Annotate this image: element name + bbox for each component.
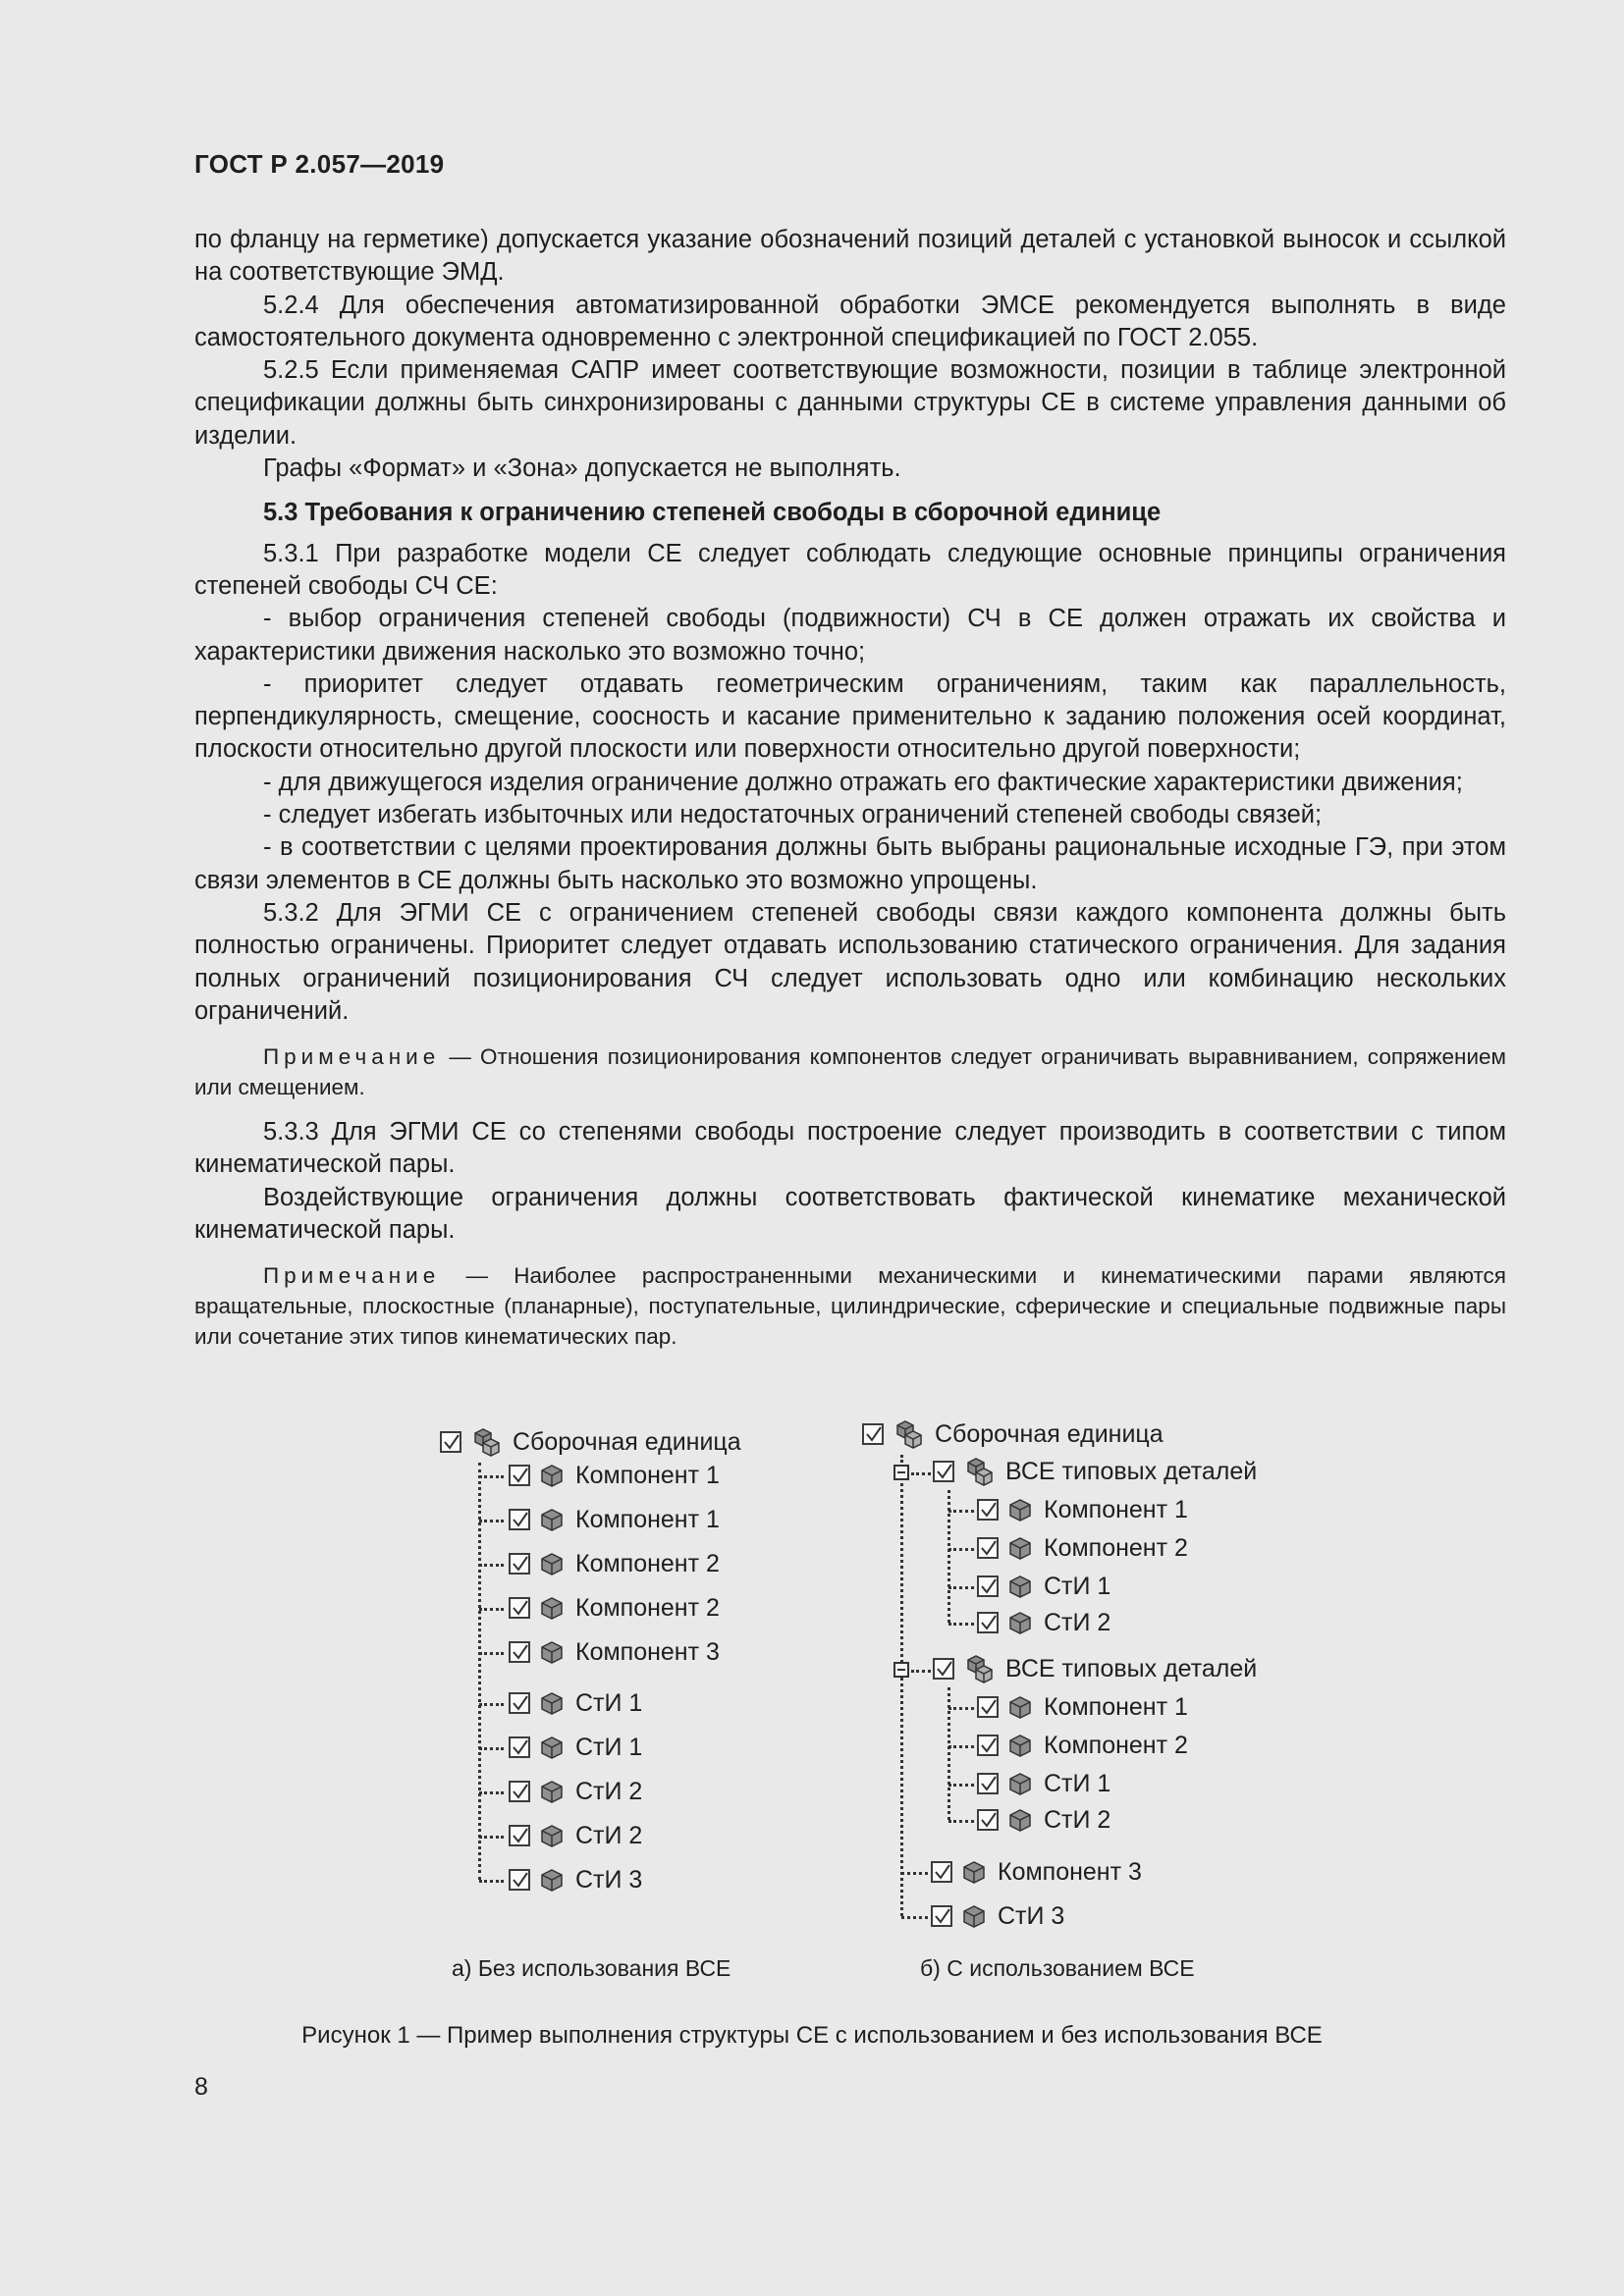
tree-connector — [479, 1791, 504, 1794]
tree-label: Компонент 1 — [575, 1505, 720, 1533]
part-icon — [538, 1689, 566, 1717]
tree-label: СтИ 3 — [998, 1901, 1065, 1930]
part-icon — [1006, 1732, 1034, 1759]
tree-connector — [948, 1784, 974, 1787]
part-icon — [538, 1778, 566, 1805]
checkbox-icon[interactable] — [509, 1641, 530, 1663]
figure-caption: Рисунок 1 — Пример выполнения структуры СЕ с использованием и без использования ВСЕ — [301, 2022, 1323, 2049]
tree-connector — [478, 1463, 481, 1880]
part-icon — [960, 1902, 988, 1930]
tree-label: СтИ 1 — [575, 1733, 643, 1761]
collapse-icon[interactable] — [893, 1465, 909, 1480]
tree-connector — [948, 1707, 974, 1710]
tree-label: ВСЕ типовых деталей — [1005, 1654, 1258, 1682]
tree-connector — [901, 1916, 928, 1919]
tree-node[interactable] — [509, 1459, 720, 1492]
checkbox-icon[interactable] — [509, 1869, 530, 1891]
part-icon — [1006, 1609, 1034, 1636]
part-icon — [538, 1462, 566, 1489]
tree-root[interactable] — [440, 1425, 741, 1459]
tree-label: СтИ 2 — [1044, 1805, 1111, 1834]
paragraph-5-3-2: 5.3.2 Для ЭГМИ СЕ с ограничением степеней свободы связи каждого компонента должны быть полностью ограничены. Приоритет следует отдавать использованию статического ограничения. Для задания полных ограничений позиционирования СЧ следует использовать одно или комбинацию нескольких ограничений. — [194, 898, 1506, 1025]
note-label: Примечание — [263, 1263, 441, 1289]
checkbox-icon[interactable] — [509, 1597, 530, 1619]
note-text: — Отношения позиционирования компонентов следует ограничивать выравниванием, сопряжением или смещением. — [194, 1044, 1506, 1100]
checkbox-icon[interactable] — [977, 1612, 999, 1633]
checkbox-icon[interactable] — [933, 1461, 954, 1482]
part-icon — [538, 1594, 566, 1622]
document-header: ГОСТ Р 2.057—2019 — [194, 149, 445, 179]
assembly-icon — [962, 1652, 996, 1685]
tree-label: Сборочная единица — [513, 1427, 741, 1456]
tree-node[interactable] — [509, 1863, 642, 1896]
subcaption-b: б) С использованием ВСЕ — [920, 1955, 1195, 1981]
paragraph-5-3-1: 5.3.1 При разработке модели СЕ следует соблюдать следующие основные принципы ограничения степеней свободы СЧ СЕ: — [194, 539, 1506, 600]
tree-root[interactable] — [862, 1417, 1164, 1451]
tree-connector — [911, 1472, 931, 1475]
part-icon — [1006, 1573, 1034, 1600]
tree-connector — [948, 1820, 974, 1823]
tree-connector — [948, 1586, 974, 1589]
paragraph-5-2-4: 5.2.4 Для обеспечения автоматизированной обработки ЭМСЕ рекомендуется выполнять в виде самостоятельного документа одновременно с электронной спецификацией по ГОСТ 2.055. — [194, 291, 1506, 351]
tree-label: СтИ 3 — [575, 1865, 643, 1894]
tree-connector — [479, 1747, 504, 1750]
tree-node[interactable] — [509, 1731, 642, 1764]
checkbox-icon[interactable] — [509, 1465, 530, 1486]
paragraph: Воздействующие ограничения должны соответствовать фактической кинематике механической кинематической пары. — [194, 1183, 1506, 1245]
tree-connector — [479, 1836, 504, 1839]
checkbox-icon[interactable] — [977, 1809, 999, 1831]
tree-label: Компонент 2 — [575, 1593, 720, 1622]
checkbox-icon[interactable] — [977, 1537, 999, 1559]
tree-label: Компонент 2 — [1044, 1533, 1188, 1562]
tree-label: СтИ 1 — [575, 1688, 643, 1717]
checkbox-icon[interactable] — [862, 1423, 884, 1445]
tree-node[interactable] — [977, 1606, 1110, 1639]
tree-label: СтИ 2 — [575, 1821, 643, 1849]
tree-connector — [901, 1872, 928, 1875]
list-item: - в соответствии с целями проектирования должны быть выбраны рациональные исходные ГЭ, при этом связи элементов в СЕ должны быть насколько это возможно упрощены. — [194, 833, 1506, 894]
tree-label: СтИ 2 — [575, 1777, 643, 1805]
checkbox-icon[interactable] — [440, 1431, 461, 1453]
checkbox-icon[interactable] — [977, 1696, 999, 1718]
checkbox-icon[interactable] — [509, 1781, 530, 1802]
subcaption-a: а) Без использования ВСЕ — [452, 1955, 731, 1981]
tree-node[interactable] — [977, 1729, 1188, 1762]
tree-node[interactable] — [509, 1635, 720, 1669]
part-icon — [1006, 1496, 1034, 1523]
checkbox-icon[interactable] — [509, 1509, 530, 1530]
section-heading-5-3: 5.3 Требования к ограничению степеней свободы в сборочной единице — [263, 499, 1162, 527]
tree-label: Компонент 2 — [1044, 1731, 1188, 1759]
list-item: - приоритет следует отдавать геометрическим ограничениям, таким как параллельность, перпендикулярность, смещение, соосность и касание применительно к заданию положения осей координат, плоскости относительно другой плоскости или поверхности относительно другой поверхности; — [194, 669, 1506, 764]
tree-connector — [479, 1475, 504, 1478]
tree-node[interactable] — [931, 1899, 1064, 1933]
tree-group[interactable] — [933, 1455, 1257, 1488]
tree-group[interactable] — [933, 1652, 1257, 1685]
list-item: - выбор ограничения степеней свободы (подвижности) СЧ в СЕ должен отражать их свойства и характеристики движения насколько это возможно точно; — [194, 605, 1506, 666]
paragraph-5-2-5: 5.2.5 Если применяемая САПР имеет соответствующие возможности, позиции в таблице электронной спецификации должны быть синхронизированы с данными структуры СЕ в системе управления данными об изделии. — [194, 356, 1506, 450]
paragraph: Графы «Формат» и «Зона» допускается не выполнять. — [263, 454, 901, 483]
part-icon — [538, 1866, 566, 1894]
checkbox-icon[interactable] — [977, 1575, 999, 1597]
assembly-icon — [469, 1425, 503, 1459]
tree-node[interactable] — [977, 1803, 1110, 1837]
tree-node[interactable] — [509, 1547, 720, 1580]
tree-label: Компонент 1 — [575, 1461, 720, 1489]
part-icon — [1006, 1806, 1034, 1834]
tree-connector — [948, 1623, 974, 1626]
tree-label: Компонент 3 — [575, 1637, 720, 1666]
checkbox-icon[interactable] — [509, 1692, 530, 1714]
assembly-icon — [892, 1417, 925, 1451]
tree-connector — [948, 1510, 974, 1513]
note — [194, 1260, 1506, 1352]
tree-label: Компонент 1 — [1044, 1495, 1188, 1523]
tree-label: СтИ 1 — [1044, 1572, 1111, 1600]
tree-connector — [479, 1652, 504, 1655]
tree-node[interactable] — [509, 1591, 720, 1625]
paragraph: по фланцу на герметике) допускается указание обозначений позиций деталей с установкой выносок и ссылкой на соответствующие ЭМД. — [194, 226, 1506, 287]
tree-node[interactable] — [509, 1503, 720, 1536]
tree-label: Компонент 3 — [998, 1857, 1142, 1886]
part-icon — [538, 1506, 566, 1533]
body-text — [194, 224, 1506, 1365]
tree-label: Компонент 1 — [1044, 1692, 1188, 1721]
tree-connector — [479, 1703, 504, 1706]
tree-connector — [479, 1520, 504, 1522]
part-icon — [538, 1550, 566, 1577]
part-icon — [538, 1734, 566, 1761]
tree-node[interactable] — [509, 1686, 642, 1720]
checkbox-icon[interactable] — [977, 1735, 999, 1756]
checkbox-icon[interactable] — [509, 1825, 530, 1846]
tree-node[interactable] — [509, 1819, 642, 1852]
tree-label: СтИ 2 — [1044, 1608, 1111, 1636]
paragraph-5-3-3: 5.3.3 Для ЭГМИ СЕ со степенями свободы построение следует производить в соответствии с типом кинематической пары. — [194, 1118, 1506, 1179]
tree-connector — [911, 1670, 931, 1673]
part-icon — [960, 1858, 988, 1886]
tree-connector — [479, 1880, 504, 1883]
tree-node[interactable] — [977, 1531, 1188, 1565]
tree-connector — [479, 1608, 504, 1611]
checkbox-icon[interactable] — [509, 1736, 530, 1758]
part-icon — [1006, 1770, 1034, 1797]
tree-node[interactable] — [931, 1855, 1142, 1889]
checkbox-icon[interactable] — [509, 1553, 530, 1575]
part-icon — [1006, 1534, 1034, 1562]
checkbox-icon[interactable] — [977, 1499, 999, 1521]
part-icon — [538, 1638, 566, 1666]
checkbox-icon[interactable] — [933, 1658, 954, 1680]
page-number: 8 — [194, 2073, 208, 2101]
tree-node[interactable] — [977, 1570, 1110, 1603]
tree-connector — [479, 1564, 504, 1567]
checkbox-icon[interactable] — [977, 1773, 999, 1794]
tree-connector — [900, 1455, 903, 1916]
list-item: - для движущегося изделия ограничение должно отражать его фактические характеристики движения; — [263, 768, 1463, 796]
tree-node[interactable] — [977, 1690, 1188, 1724]
tree-label: Сборочная единица — [935, 1419, 1164, 1448]
collapse-icon[interactable] — [893, 1662, 909, 1678]
checkbox-icon[interactable] — [931, 1905, 952, 1927]
tree-label: ВСЕ типовых деталей — [1005, 1457, 1258, 1485]
list-item: - следует избегать избыточных или недостаточных ограничений степеней свободы связей; — [263, 801, 1323, 829]
note-text: — Наиболее распространенными механическими и кинематическими парами являются вращательные, плоскостные (планарные), поступательные, цилиндрические, сферические и специальные подвижные пары или сочетание этих типов кинематических пар. — [194, 1263, 1506, 1350]
note-label: Примечание — [263, 1044, 441, 1070]
tree-connector — [948, 1745, 974, 1748]
part-icon — [1006, 1693, 1034, 1721]
tree-label: Компонент 2 — [575, 1549, 720, 1577]
tree-node[interactable] — [977, 1767, 1110, 1800]
part-icon — [538, 1822, 566, 1849]
tree-node[interactable] — [977, 1493, 1188, 1526]
tree-label: СтИ 1 — [1044, 1769, 1111, 1797]
assembly-icon — [962, 1455, 996, 1488]
checkbox-icon[interactable] — [931, 1861, 952, 1883]
tree-connector — [948, 1548, 974, 1551]
tree-node[interactable] — [509, 1775, 642, 1808]
note — [194, 1041, 1506, 1102]
